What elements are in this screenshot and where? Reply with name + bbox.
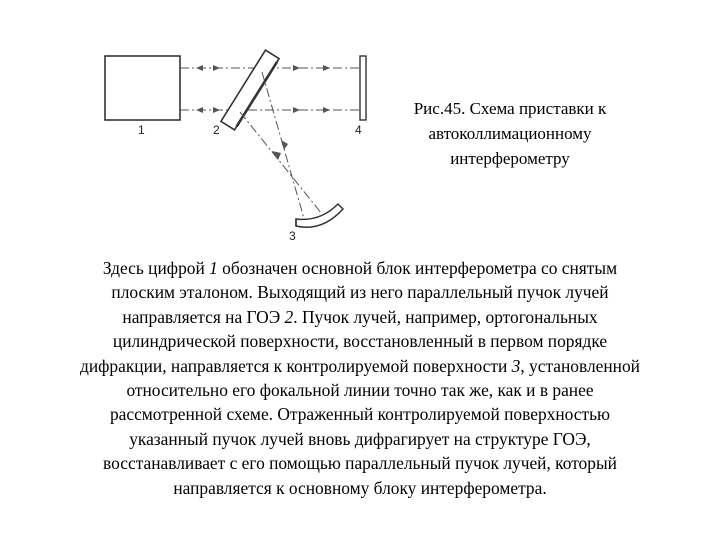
- text-line: направляется на ГОЭ 2. Пучок лучей, например, ортогональных: [122, 306, 598, 327]
- ref-number: 3: [511, 355, 521, 376]
- text-line: Здесь цифрой 1 обозначен основной блок интерферометра со снятым: [102, 258, 618, 278]
- hoe-plate: [221, 50, 279, 130]
- label-2: 2: [213, 123, 220, 137]
- figure-caption: [390, 96, 630, 171]
- diffracted-arrows: [272, 140, 288, 160]
- caption-line: автоколлимационному: [428, 124, 592, 143]
- text-line: цилиндрической поверхности, восстановленный в первом порядке: [112, 331, 608, 352]
- caption-line: Рис.45. Схема приставки к: [413, 99, 607, 118]
- ref-number: 2: [284, 306, 294, 327]
- label-1: 1: [138, 123, 145, 137]
- label-4: 4: [355, 123, 362, 137]
- body-paragraph: [14, 256, 706, 500]
- text-line: плоским эталоном. Выходящий из него параллельный пучок лучей: [111, 282, 609, 303]
- mirror-4: [360, 56, 366, 120]
- caption-line: интерферометру: [450, 149, 570, 168]
- interferometer-block: [105, 56, 180, 120]
- text-line: восстанавливает с его помощью параллельный пучок лучей, который: [103, 453, 617, 474]
- label-3: 3: [289, 229, 296, 243]
- text-line: направляется к основному блоку интерферометра.: [173, 477, 547, 498]
- text-line: относительно его фокальной линии точно так же, как и в ранее: [126, 380, 594, 401]
- text-line: рассмотренной схеме. Отраженный контролируемой поверхностью: [109, 404, 611, 425]
- ref-number: 1: [209, 258, 218, 278]
- text-line: дифракции, направляется к контролируемой поверхности 3, установленной: [80, 355, 640, 376]
- text-line: указанный пучок лучей вновь дифрагирует на структуре ГОЭ,: [129, 428, 591, 449]
